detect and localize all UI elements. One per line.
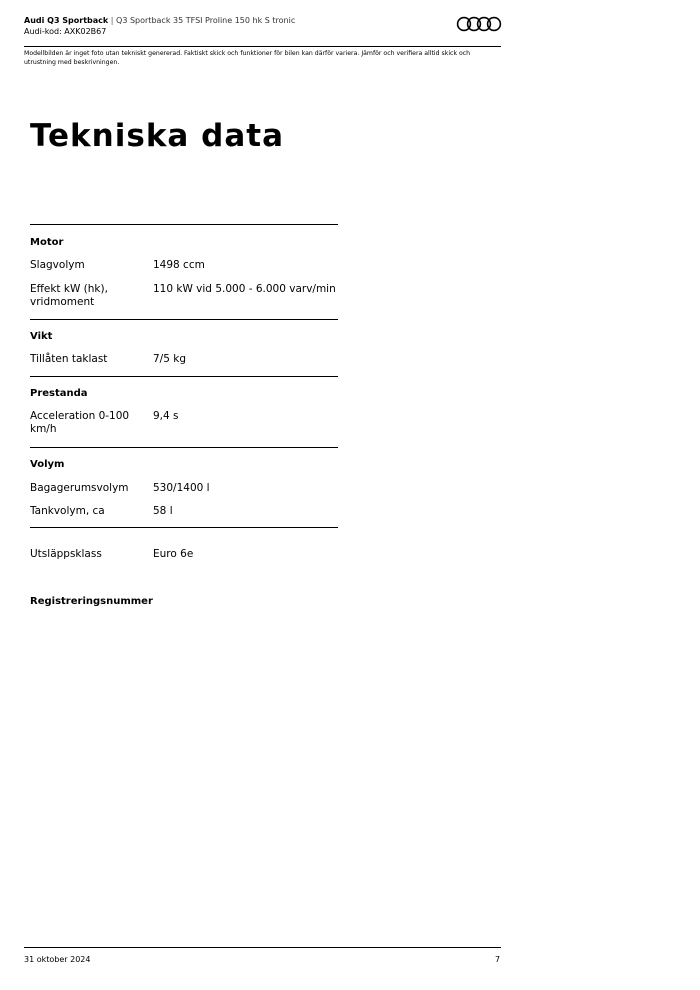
section-divider	[30, 224, 338, 225]
page-title: Tekniska data	[30, 118, 284, 154]
spec-label-roof-load: Tillåten taklast	[30, 353, 108, 365]
footer-divider	[24, 947, 501, 948]
section-heading-vikt: Vikt	[30, 331, 53, 342]
audi-rings-icon	[456, 15, 502, 33]
section-divider	[30, 319, 338, 320]
disclaimer-text: Modellbilden är inget foto utan tekniskt genererad. Faktiskt skick och funktioner för bilen kan därför variera. Jämför och verifiera alltid skick och utrustning med beskrivningen.	[24, 50, 471, 66]
header-separator: |	[110, 16, 114, 25]
section-heading-prestanda: Prestanda	[30, 388, 88, 399]
spec-value-displacement: 1498 ccm	[153, 259, 205, 271]
section-heading-volym: Volym	[30, 459, 65, 470]
model-variant: Q3 Sportback 35 TFSI Proline 150 hk S tronic	[116, 16, 296, 25]
section-heading-motor: Motor	[30, 237, 64, 248]
section-divider	[30, 447, 338, 448]
spec-value-emission-class: Euro 6e	[153, 548, 194, 560]
spec-label-luggage-volume: Bagagerumsvolym	[30, 482, 129, 494]
spec-value-luggage-volume: 530/1400 l	[153, 482, 210, 494]
spec-value-roof-load: 7/5 kg	[153, 353, 186, 365]
page-number: 7	[495, 955, 501, 964]
model-name: Audi Q3 Sportback	[24, 16, 109, 25]
spec-value-tank-volume: 58 l	[153, 505, 173, 517]
header-title	[24, 16, 295, 26]
section-divider	[30, 527, 338, 528]
spec-label-tank-volume: Tankvolym, ca	[30, 505, 105, 517]
header-divider	[24, 46, 501, 47]
spec-value-power: 110 kW vid 5.000 - 6.000 varv/min	[153, 283, 336, 295]
spec-label-power: Effekt kW (hk), vridmoment	[30, 283, 108, 308]
spec-label-emission-class: Utsläppsklass	[30, 548, 102, 560]
spec-label-acceleration: Acceleration 0-100 km/h	[30, 410, 130, 435]
spec-value-acceleration: 9,4 s	[153, 410, 179, 422]
section-heading-registration: Registreringsnummer	[30, 596, 153, 607]
section-divider	[30, 376, 338, 377]
audi-code: Audi-kod: AXK02B67	[24, 27, 107, 36]
spec-label-displacement: Slagvolym	[30, 259, 85, 271]
footer-date: 31 oktober 2024	[24, 955, 91, 964]
